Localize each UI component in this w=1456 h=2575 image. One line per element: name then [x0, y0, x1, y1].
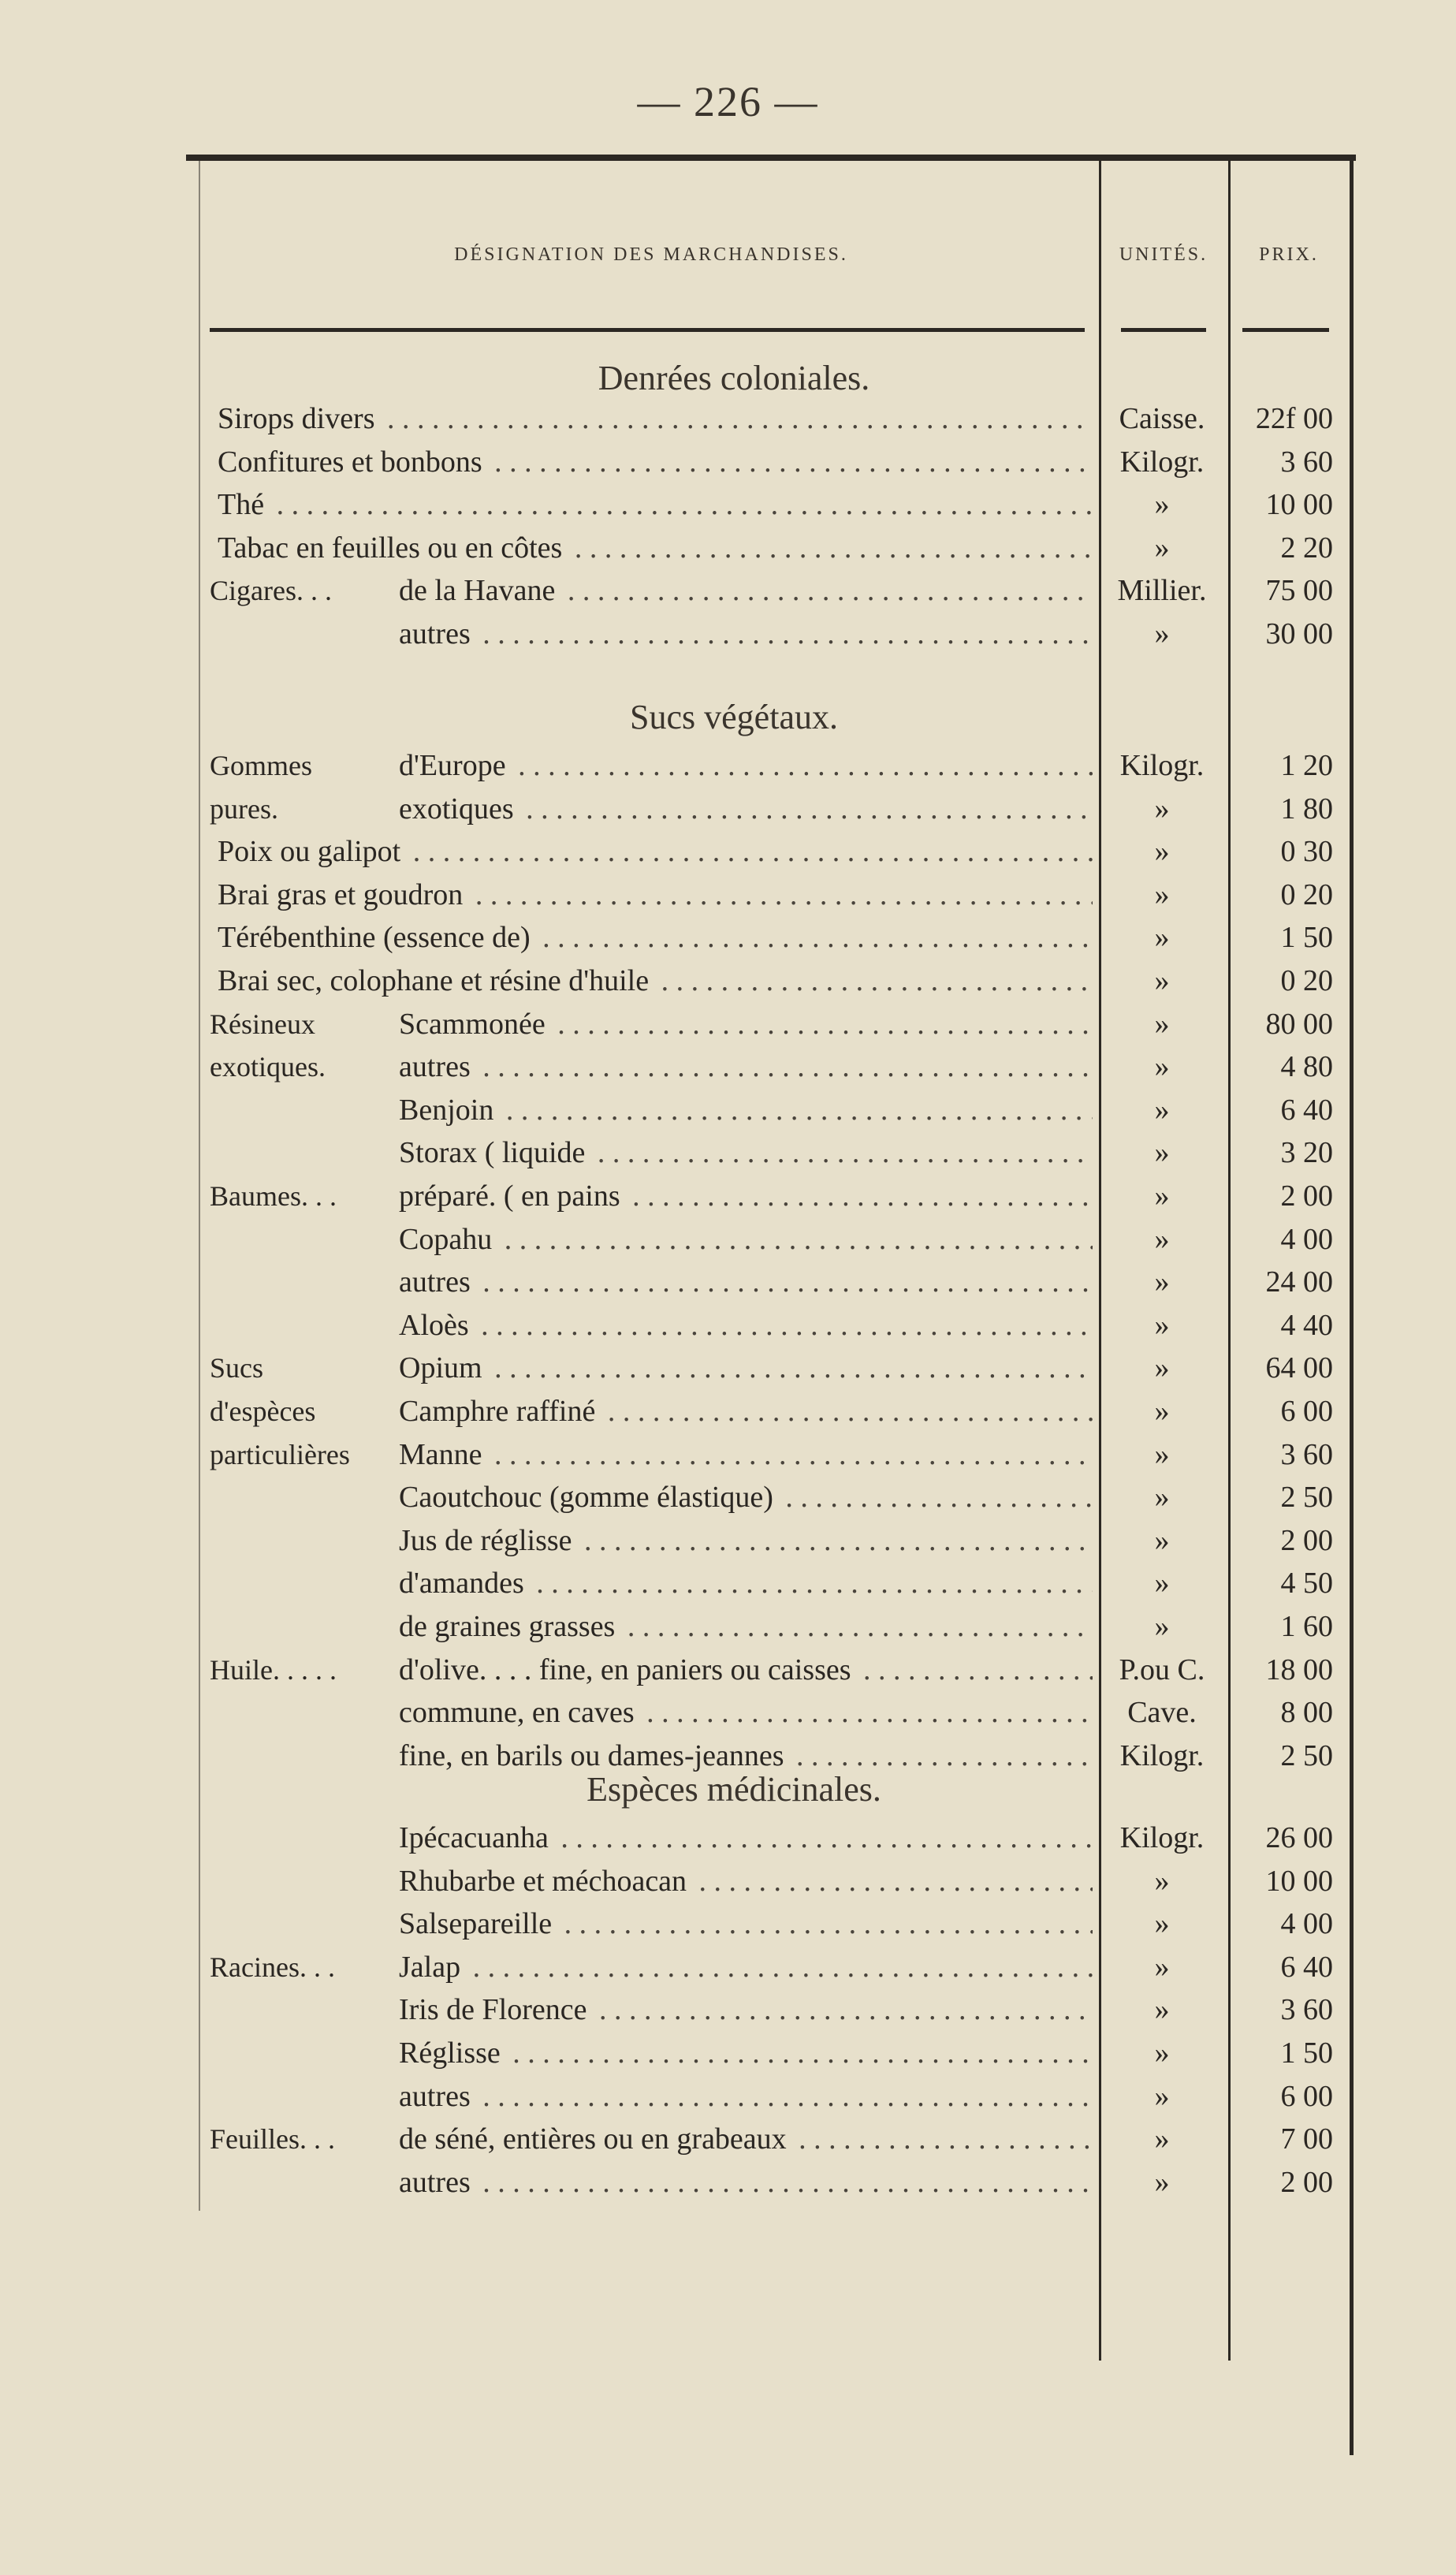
- row-item-label: Sirops divers . . .: [218, 397, 1093, 440]
- row-unit: »: [1154, 964, 1170, 997]
- header-rule-prix: [1242, 328, 1329, 332]
- table-row: [186, 2161, 1356, 2204]
- row-unit: »: [1154, 1610, 1170, 1643]
- row-unit: »: [1154, 1265, 1170, 1299]
- row-item-label: autres . . .: [399, 2075, 1093, 2118]
- row-item-label: Salsepareille . . .: [399, 1902, 1093, 1945]
- table-row: [186, 1519, 1356, 1562]
- merchandise-table: [186, 155, 1356, 2575]
- row-item-label: Rhubarbe et méchoacan . . .: [399, 1860, 1093, 1902]
- row-price: 26 00: [1265, 1821, 1333, 1854]
- row-price: 0 30: [1280, 835, 1333, 869]
- row-item-label: commune, en caves . . .: [399, 1691, 1093, 1734]
- table-row: [186, 1476, 1356, 1519]
- row-price: 2 50: [1280, 1481, 1333, 1515]
- row-item-label: autres . . .: [399, 1261, 1093, 1303]
- table-row: [186, 830, 1356, 873]
- row-item-label: Storax ( liquide . . .: [399, 1131, 1093, 1174]
- row-item-label: Térébenthine (essence de) . . .: [218, 916, 1093, 959]
- row-unit: »: [1154, 488, 1170, 522]
- row-unit: »: [1154, 531, 1170, 565]
- row-group-label: Huile. . . . .: [210, 1653, 337, 1686]
- row-unit: »: [1154, 921, 1170, 955]
- row-item-label: de séné, entières ou en grabeaux . . .: [399, 2118, 1093, 2160]
- table-row: [186, 483, 1356, 526]
- row-unit: Millier.: [1117, 574, 1207, 608]
- row-item-label: d'amandes . . .: [399, 1562, 1093, 1604]
- row-unit: »: [1154, 2122, 1170, 2156]
- row-item-label: Caoutchouc (gomme élastique) . . .: [399, 1476, 1093, 1519]
- row-item-label: de graines grasses . . .: [399, 1605, 1093, 1648]
- row-price: 1 20: [1280, 749, 1333, 782]
- row-price: 75 00: [1265, 574, 1333, 608]
- row-group-label: d'espèces: [210, 1396, 316, 1427]
- row-item-label: exotiques . . .: [399, 788, 1093, 830]
- row-item-label: Brai gras et goudron . . .: [218, 874, 1093, 916]
- row-unit: »: [1154, 1567, 1170, 1601]
- row-item-label: Aloès . . .: [399, 1304, 1093, 1347]
- table-row: [186, 1988, 1356, 2031]
- row-item-label: Ipécacuanha . . .: [399, 1817, 1093, 1859]
- row-group-label: Gommes: [210, 750, 312, 781]
- row-item-label: de la Havane . . .: [399, 569, 1093, 612]
- row-unit: »: [1154, 2165, 1170, 2199]
- row-unit: »: [1154, 1395, 1170, 1428]
- table-row: [186, 613, 1356, 655]
- row-item-label: Manne . . .: [399, 1433, 1093, 1476]
- table-row: [186, 1045, 1356, 1088]
- table-row: [186, 1691, 1356, 1734]
- row-unit: »: [1154, 2037, 1170, 2070]
- table-row: [186, 2032, 1356, 2074]
- row-group-label: Sucs: [210, 1352, 264, 1384]
- row-price: 1 50: [1280, 2037, 1333, 2070]
- row-price: 3 60: [1280, 445, 1333, 479]
- table-row: [186, 2118, 1356, 2160]
- section-title: Espèces médicinales.: [586, 1770, 881, 1809]
- row-item-label: d'Europe . . .: [399, 744, 1093, 787]
- row-unit: »: [1154, 1093, 1170, 1127]
- table-row: [186, 1946, 1356, 1988]
- table-row: [186, 2075, 1356, 2118]
- row-price: 1 50: [1280, 921, 1333, 955]
- table-row: [186, 1175, 1356, 1217]
- row-price: 6 00: [1280, 2079, 1333, 2113]
- row-unit: »: [1154, 1179, 1170, 1213]
- row-item-label: préparé. ( en pains . . .: [399, 1175, 1093, 1217]
- row-item-label: autres . . .: [399, 1045, 1093, 1088]
- table-row: [186, 1902, 1356, 1945]
- row-price: 2 00: [1280, 1523, 1333, 1557]
- row-unit: »: [1154, 1222, 1170, 1256]
- table-row: [186, 1304, 1356, 1347]
- header-unites: UNITÉS.: [1119, 244, 1208, 265]
- row-unit: »: [1154, 1907, 1170, 1941]
- row-group-label: Résineux: [210, 1008, 315, 1040]
- row-item-label: fine, en barils ou dames-jeannes . . .: [399, 1735, 1093, 1777]
- row-unit: »: [1154, 1007, 1170, 1041]
- row-price: 7 00: [1280, 2122, 1333, 2156]
- row-price: 2 00: [1280, 2165, 1333, 2199]
- row-price: 3 20: [1280, 1136, 1333, 1170]
- row-unit: »: [1154, 1864, 1170, 1898]
- table-row: [186, 960, 1356, 1002]
- row-item-label: Confitures et bonbons . . .: [218, 441, 1093, 483]
- row-unit: »: [1154, 792, 1170, 825]
- row-group-label: Racines. . .: [210, 1951, 335, 1983]
- row-unit: »: [1154, 1481, 1170, 1515]
- row-price: 10 00: [1265, 1864, 1333, 1898]
- row-group-label: Baumes. . .: [210, 1180, 337, 1212]
- row-unit: »: [1154, 1050, 1170, 1084]
- row-unit: Caisse.: [1119, 402, 1205, 435]
- row-price: 2 20: [1280, 531, 1333, 565]
- table-row: [186, 397, 1356, 440]
- table-row: [186, 1562, 1356, 1604]
- row-unit: »: [1154, 1308, 1170, 1342]
- row-item-label: Réglisse . . .: [399, 2032, 1093, 2074]
- row-item-label: Opium . . .: [399, 1347, 1093, 1389]
- row-group-label: particulières: [210, 1438, 350, 1470]
- row-unit: »: [1154, 1136, 1170, 1170]
- table-row: [186, 1860, 1356, 1902]
- row-unit: Cave.: [1127, 1696, 1197, 1730]
- row-unit: »: [1154, 1523, 1170, 1557]
- header-rule-unites: [1121, 328, 1206, 332]
- table-row: [186, 1605, 1356, 1648]
- row-unit: »: [1154, 878, 1170, 911]
- row-unit: »: [1154, 2079, 1170, 2113]
- row-price: 6 00: [1280, 1395, 1333, 1428]
- row-group-label: Cigares. . .: [210, 575, 332, 607]
- row-price: 4 50: [1280, 1567, 1333, 1601]
- table-row: [186, 788, 1356, 830]
- table-row: [186, 1003, 1356, 1045]
- section-title: Denrées coloniales.: [598, 359, 870, 397]
- row-item-label: Scammonée . . .: [399, 1003, 1093, 1045]
- row-unit: »: [1154, 1993, 1170, 2027]
- row-price: 6 40: [1280, 1950, 1333, 1984]
- row-item-label: Iris de Florence . . .: [399, 1988, 1093, 2031]
- row-item-label: Thé . . .: [218, 483, 1093, 526]
- row-price: 4 00: [1280, 1907, 1333, 1941]
- table-row: [186, 1390, 1356, 1433]
- table-row: [186, 527, 1356, 569]
- table-row: [186, 1649, 1356, 1691]
- row-unit: »: [1154, 1950, 1170, 1984]
- row-unit: »: [1154, 1437, 1170, 1471]
- table-row: [186, 569, 1356, 612]
- row-item-label: Tabac en feuilles ou en côtes . . .: [218, 527, 1093, 569]
- table-row: [186, 1131, 1356, 1174]
- row-group-label: exotiques.: [210, 1051, 326, 1083]
- row-group-label: pures.: [210, 792, 278, 825]
- row-item-label: Poix ou galipot . . .: [218, 830, 1093, 873]
- row-item-label: Benjoin . . .: [399, 1089, 1093, 1131]
- row-price: 4 80: [1280, 1050, 1333, 1084]
- table-row: [186, 1218, 1356, 1261]
- row-unit: Kilogr.: [1119, 749, 1205, 782]
- row-group-label: Feuilles. . .: [210, 2123, 335, 2156]
- row-item-label: autres . . .: [399, 2161, 1093, 2204]
- row-price: 4 00: [1280, 1222, 1333, 1256]
- row-unit: Kilogr.: [1119, 1821, 1205, 1854]
- row-price: 6 40: [1280, 1093, 1333, 1127]
- section-title: Sucs végétaux.: [630, 698, 838, 736]
- row-price: 22f 00: [1255, 402, 1333, 435]
- row-price: 0 20: [1280, 964, 1333, 997]
- row-price: 1 60: [1280, 1610, 1333, 1643]
- row-price: 80 00: [1265, 1007, 1333, 1041]
- row-price: 64 00: [1265, 1351, 1333, 1385]
- row-price: 10 00: [1265, 488, 1333, 522]
- row-unit: P.ou C.: [1119, 1653, 1205, 1686]
- table-row: [186, 1089, 1356, 1131]
- page-number: — 226 —: [637, 78, 819, 125]
- row-price: 24 00: [1265, 1265, 1333, 1299]
- row-item-label: Jus de réglisse . . .: [399, 1519, 1093, 1562]
- row-item-label: Copahu . . .: [399, 1218, 1093, 1261]
- row-unit: Kilogr.: [1119, 1738, 1205, 1772]
- header-prix: PRIX.: [1259, 244, 1319, 265]
- table-row: [186, 441, 1356, 483]
- row-unit: »: [1154, 835, 1170, 869]
- row-unit: »: [1154, 1351, 1170, 1385]
- row-price: 3 60: [1280, 1993, 1333, 2027]
- row-item-label: d'olive. . . . fine, en paniers ou caisses . . .: [399, 1649, 1093, 1691]
- row-item-label: Brai sec, colophane et résine d'huile . . .: [218, 960, 1093, 1002]
- row-price: 18 00: [1265, 1653, 1333, 1686]
- row-unit: »: [1154, 617, 1170, 650]
- row-item-label: Jalap . . .: [399, 1946, 1093, 1988]
- row-price: 4 40: [1280, 1308, 1333, 1342]
- row-price: 2 00: [1280, 1179, 1333, 1213]
- row-price: 8 00: [1280, 1696, 1333, 1730]
- table-row: [186, 744, 1356, 787]
- table-row: [186, 1347, 1356, 1389]
- header-rule-designation: [210, 328, 1085, 332]
- row-price: 3 60: [1280, 1437, 1333, 1471]
- row-item-label: autres . . .: [399, 613, 1093, 655]
- row-price: 2 50: [1280, 1738, 1333, 1772]
- table-row: [186, 874, 1356, 916]
- row-price: 1 80: [1280, 792, 1333, 825]
- table-row: [186, 1261, 1356, 1303]
- table-row: [186, 1817, 1356, 1859]
- row-price: 0 20: [1280, 878, 1333, 911]
- row-price: 30 00: [1265, 617, 1333, 650]
- row-item-label: Camphre raffiné . . .: [399, 1390, 1093, 1433]
- table-row: [186, 1433, 1356, 1476]
- row-unit: Kilogr.: [1119, 445, 1205, 479]
- header-designation: DÉSIGNATION DES MARCHANDISES.: [454, 244, 848, 265]
- table-row: [186, 916, 1356, 959]
